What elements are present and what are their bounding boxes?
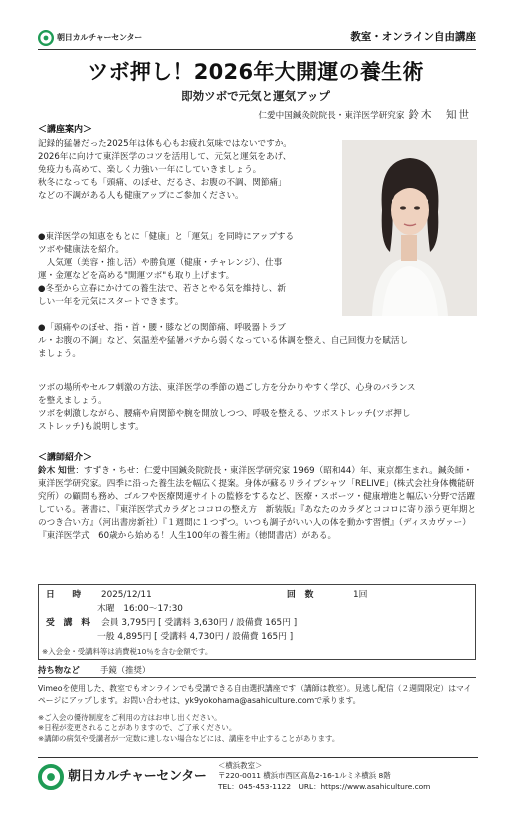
- venue-name: ＜横浜教室＞: [218, 761, 263, 770]
- online-info: Vimeoを使用した、教室でもオンラインでも受講できる自由選択講座です（講師は教室）。見逃し配信（２週間限定）はマイページにアップします。お問い合わせは、yk9yokohama@asahiculture.comで承ります。: [38, 684, 472, 705]
- belongings-label: 持ち物など: [38, 665, 80, 675]
- date-value: 2025/12/11: [101, 590, 152, 600]
- fee-label: 受 講 料: [46, 618, 90, 628]
- course-info-para4: [38, 382, 478, 434]
- footer-logo-text: 朝日カルチャーセンター: [68, 769, 207, 785]
- schedule-box: [38, 584, 476, 660]
- instructor-line: [258, 108, 471, 124]
- weekday-time: 木曜 16:00～17:30: [97, 604, 183, 614]
- instructor-photo: [342, 140, 477, 316]
- lecturer-heading: ＜講師紹介＞: [38, 453, 93, 463]
- belongings-value: 手鏡（推奨）: [100, 665, 151, 675]
- instructor-portrait-icon: [342, 140, 477, 316]
- course-info-para2: [38, 231, 336, 309]
- course-info-text-3: ●「頭痛やのぼせ、指・首・腰・膝などの関節痛、呼吸器トラブ ル・お腹の不調」など、気温差や猛暑バテから弱くなっている体調を整え、自己回復力を賦活し ましょう。: [38, 323, 409, 360]
- lecturer-bio: [38, 465, 478, 543]
- notes-list: [38, 713, 478, 744]
- note-item: ※ご入会の優待制度をご利用の方はお申し出ください。: [38, 713, 222, 722]
- lecturer-bio-text: ：すずき・ちせ：仁愛中国鍼灸院院長・東洋医学研究家 1969（昭和44）年、東京都生まれ。鍼灸師・東洋医学研究家。四季に沿った養生法を幅広く提案。身体が蘇るリライブシャツ「RELIVE」(株式会社身体機能研究所）の顧問も務め、ゴルフや医療関連サイトの監修をするなど、医療・スポーツ・健康増進と幅広い分野で活躍している。著書に、『東洋医学式カラダとココロの整え方 新装版』『あなたのカラダとココロに寄り添う更年期とのつき合い方』（河出書房新社）『１週間に１つずつ。いつも調子がいい人の体を動かす習慣』（ディスカヴァー）『東洋医学式 60歳から始める！人生100年の養生術』（徳間書店）がある。: [38, 466, 477, 542]
- header-logo[interactable]: [38, 30, 142, 46]
- note-item: ※日程が変更されることがありますので、ご了承ください。: [38, 723, 237, 733]
- asahi-logo-icon: [38, 764, 64, 790]
- asahi-logo-icon: [38, 30, 54, 46]
- course-info-text-1: 記録的猛暑だった2025年は体も心もお疲れ気味ではないですか。 2026年に向けて東洋医学のコツを活用して、元気と運気をあげ、 免疫力も高めて、楽しく力強い一年にしていきましょう。 秋冬になっても「頭痛、のぼせ、だるさ、お腹の不調、関節痛」 などの不調がある人も健康アップにご参加ください。: [38, 139, 292, 202]
- belongings-row: [38, 663, 476, 678]
- note-item: ※講師の病気や受講者が一定数に達しない場合などには、講座を中止することがあります。: [38, 733, 340, 743]
- instructor-name: 鈴木 知世: [408, 109, 471, 121]
- tax-note: ※入会金・受講料等は消費税10％を含む金額です。: [42, 647, 213, 656]
- count-value: 1回: [353, 590, 368, 600]
- venue-contact[interactable]: TEL：045-453-1122 URL：https://www.asahiculture.com: [218, 781, 431, 791]
- course-category: 教室・オンライン自由講座: [350, 31, 476, 43]
- footer: [38, 757, 478, 793]
- header-logo-text: 朝日カルチャーセンター: [57, 33, 143, 42]
- instructor-affiliation: 仁愛中国鍼灸院院長・東洋医学研究家: [258, 111, 405, 121]
- course-info-para1: [38, 138, 336, 203]
- fee-general: 一般 4,895円 [ 受講料 4,730円 / 設備費 165円 ]: [97, 632, 294, 642]
- lecturer-name: 鈴木 知世: [38, 466, 76, 476]
- header-bar: [38, 28, 476, 50]
- footer-logo[interactable]: [38, 764, 207, 790]
- course-info-heading: ＜講座案内＞: [38, 125, 93, 135]
- page-subtitle: 即効ツボで元気と運気アップ: [181, 89, 330, 103]
- course-info-text-2: ●東洋医学の知恵をもとに「健康」と「運気」を同時にアップする ツボや健康法を紹介。 人気運（美容・推し活）や勝負運（健康・チャレンジ）、仕事 運・金運などを高める"開運ツボ"も取り上げます。 ●冬至から立春にかけての養生法で、若さとやる気を維持し、新 しい一年を元気にスタートできます。: [38, 232, 295, 308]
- course-info-para3: [38, 322, 478, 361]
- course-info-text-4: ツボの場所やセルフ刺激の方法、東洋医学の季節の過ごし方を分かりやすく学び、心身のバランス を整えましょう。 ツボを刺激しながら、腰痛や肩関節や腕を開放しつつ、呼吸を整える、ツボストレッチ(ツボ押し ストレッチ)も説明します。: [38, 383, 416, 433]
- date-label: 日 時: [46, 590, 82, 600]
- fee-member: 会員 3,795円 [ 受講料 3,630円 / 設備費 165円 ]: [101, 618, 298, 628]
- count-label: 回 数: [287, 590, 314, 600]
- footer-address-block: [218, 761, 430, 792]
- venue-address: 〒220-0011 横浜市西区高島2-16-1ルミネ横浜 8階: [218, 771, 391, 781]
- page-title: ツボ押し！2026年大開運の養生術: [87, 60, 424, 84]
